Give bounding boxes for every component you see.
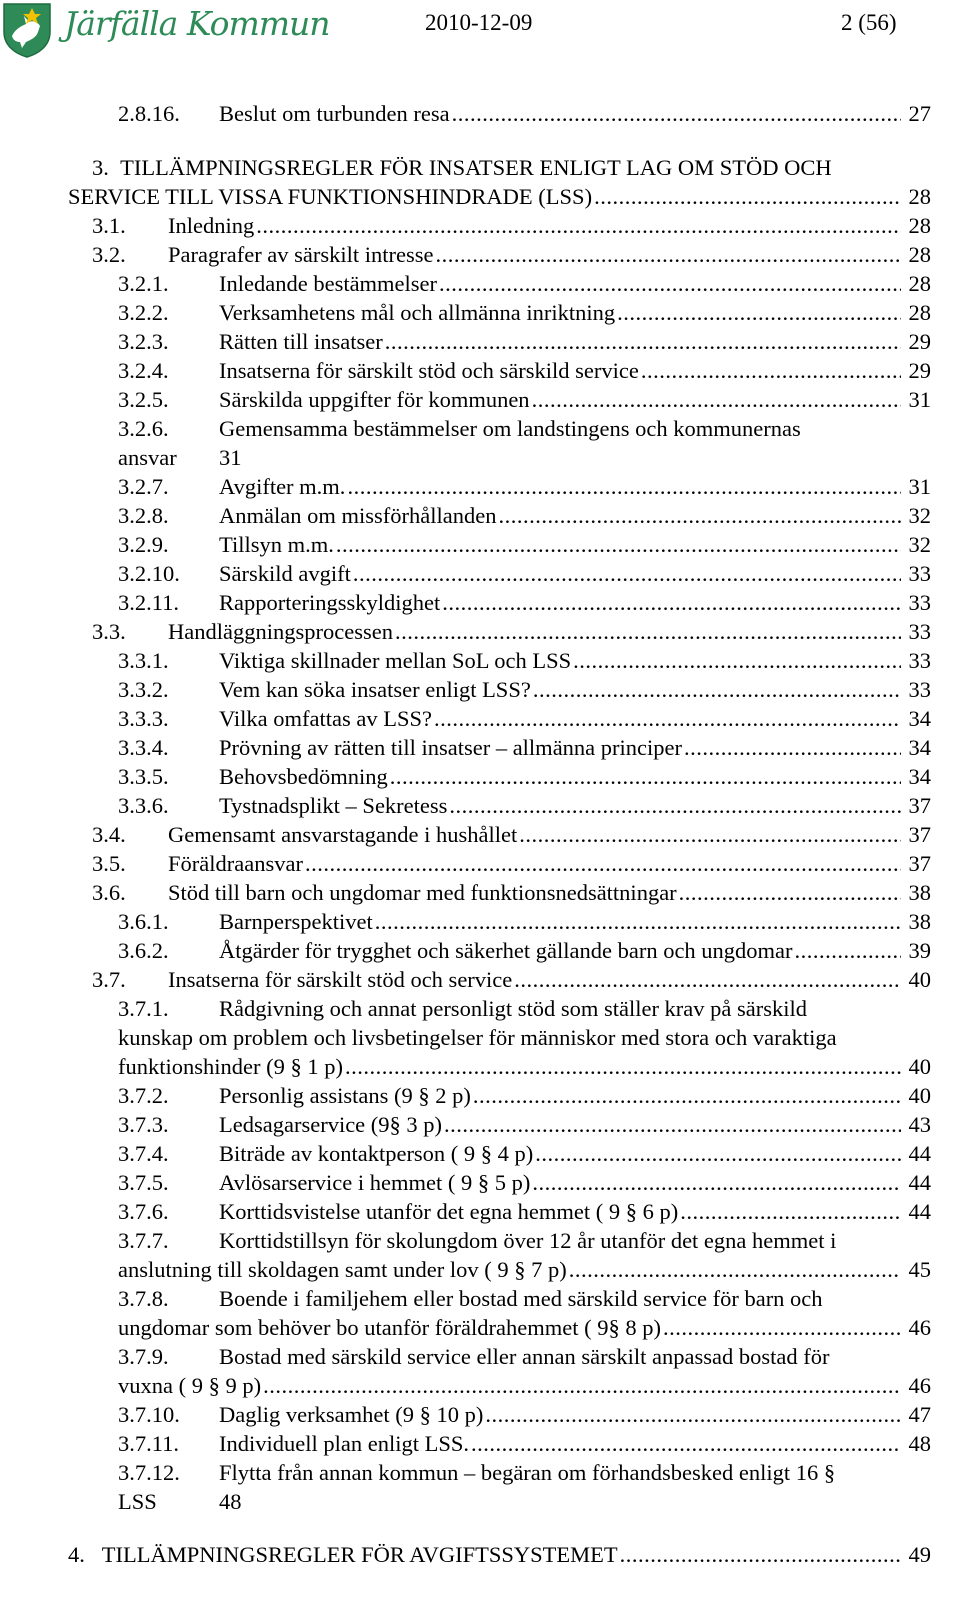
dot-leader <box>679 879 901 907</box>
toc-number: 3.5. <box>92 851 126 876</box>
toc-line <box>0 966 960 994</box>
toc-line <box>0 1082 960 1110</box>
toc-number: 3.7.4. <box>118 1141 169 1166</box>
toc-page-number: 28 <box>908 213 931 238</box>
toc-page-number: 44 <box>908 1170 931 1195</box>
toc-line <box>0 850 960 878</box>
toc-number: 3.7.3. <box>118 1112 169 1137</box>
toc-number: 3.2.2. <box>118 300 169 325</box>
toc-number: 3.2.3. <box>118 329 169 354</box>
toc-title-with-leader <box>168 850 901 878</box>
toc-line <box>0 1198 960 1226</box>
toc-page-number: 28 <box>908 300 931 325</box>
toc-line <box>0 589 960 617</box>
toc-number: 3.3.6. <box>118 793 169 818</box>
toc-title: 4. TILLÄMPNINGSREGLER FÖR AVGIFTSSYSTEMET <box>68 1542 618 1567</box>
toc-line <box>0 937 960 965</box>
dot-leader <box>395 618 901 646</box>
toc-line <box>0 386 960 414</box>
toc-title: Handläggningsprocessen <box>168 619 393 644</box>
toc-number: 3.7.8. <box>118 1286 169 1311</box>
toc-line <box>0 1372 960 1400</box>
toc-title-with-leader <box>219 937 901 965</box>
toc-line <box>0 705 960 733</box>
toc-title: Särskild avgift <box>219 561 351 586</box>
toc-line <box>0 1430 960 1458</box>
toc-line <box>0 1140 960 1168</box>
toc-title: Viktiga skillnader mellan SoL och LSS <box>219 648 572 673</box>
toc-page-number: 37 <box>908 822 931 847</box>
toc-number: 3.6.1. <box>118 909 169 934</box>
dot-leader <box>532 386 901 414</box>
toc-title: Stöd till barn och ungdomar med funktionsnedsättningar <box>168 880 677 905</box>
toc-title-with-leader <box>168 821 901 849</box>
toc-number: 3.2.1. <box>118 271 169 296</box>
toc-line <box>0 444 960 472</box>
dot-leader <box>535 1140 901 1168</box>
toc-title: Biträde av kontaktperson ( 9 § 4 p) <box>219 1141 534 1166</box>
toc-page-number: 29 <box>908 358 931 383</box>
dot-leader <box>452 100 901 128</box>
toc-title: ungdomar som behöver bo utanför föräldrahemmet ( 9§ 8 p) <box>118 1315 661 1340</box>
toc-line <box>0 734 960 762</box>
toc-title: Anmälan om missförhållanden <box>219 503 497 528</box>
dot-leader <box>519 821 901 849</box>
toc-line <box>0 154 960 182</box>
toc-line <box>0 1459 960 1487</box>
dot-leader <box>256 212 901 240</box>
toc-title: Prövning av rätten till insatser – allmänna principer <box>219 735 682 760</box>
toc-title: Rådgivning och annat personligt stöd som ställer krav på särskild <box>219 996 808 1021</box>
toc-title-with-leader <box>219 531 901 559</box>
toc-page-number: 47 <box>908 1402 931 1427</box>
toc-title: Korttidstillsyn för skolungdom över 12 år utanför det egna hemmet i <box>219 1228 837 1253</box>
toc-number: 3.7.5. <box>118 1170 169 1195</box>
toc-title: Verksamhetens mål och allmänna inriktning <box>219 300 616 325</box>
toc-title-with-leader <box>219 328 901 356</box>
toc-page-number: 40 <box>908 1083 931 1108</box>
dot-leader <box>444 1111 901 1139</box>
toc-title-with-leader <box>219 1401 901 1429</box>
toc-line <box>0 908 960 936</box>
toc-title: Daglig verksamhet (9 § 10 p) <box>219 1402 484 1427</box>
dot-leader <box>347 473 901 501</box>
toc-title: Boende i familjehem eller bostad med särskild service för barn och <box>219 1286 823 1311</box>
dot-leader <box>532 1169 901 1197</box>
toc-line <box>0 502 960 530</box>
dot-leader <box>345 1053 901 1081</box>
toc-line <box>0 531 960 559</box>
dot-leader <box>569 1256 901 1284</box>
header-page-number: 2 (56) <box>841 10 897 35</box>
toc-number: 3.7.1. <box>118 996 169 1021</box>
toc-line <box>0 1343 960 1371</box>
toc-title: Vilka omfattas av LSS? <box>219 706 432 731</box>
dot-leader <box>617 299 901 327</box>
dot-leader <box>473 1082 901 1110</box>
dot-leader <box>594 183 901 211</box>
dot-leader <box>680 1198 901 1226</box>
toc-title-with-leader <box>168 241 901 269</box>
toc-page-number: 40 <box>908 1054 931 1079</box>
dot-leader <box>620 1541 901 1569</box>
toc-line <box>0 676 960 704</box>
toc-line <box>0 1285 960 1313</box>
toc-line <box>0 995 960 1023</box>
toc-line <box>0 879 960 907</box>
toc-number: 3.7. <box>92 967 126 992</box>
toc-number: 3.7.10. <box>118 1402 180 1427</box>
toc-title-with-leader <box>219 502 901 530</box>
toc-line <box>0 647 960 675</box>
toc-number: 3.2.10. <box>118 561 180 586</box>
logo-wordmark: Järfälla Kommun <box>64 4 330 43</box>
toc-title-with-leader <box>168 618 901 646</box>
toc-number: 3.7.2. <box>118 1083 169 1108</box>
dot-leader <box>353 560 901 588</box>
toc-number: 3.2.8. <box>118 503 169 528</box>
toc-title-with-leader <box>219 473 901 501</box>
toc-line <box>0 473 960 501</box>
toc-title: Särskilda uppgifter för kommunen <box>219 387 530 412</box>
toc-title: Individuell plan enligt LSS. <box>219 1431 469 1456</box>
toc-title-with-leader <box>219 1430 901 1458</box>
toc-number: 3.2.7. <box>118 474 169 499</box>
toc-number: 3.3.2. <box>118 677 169 702</box>
toc-title-with-leader <box>219 1111 901 1139</box>
dot-leader <box>471 1430 901 1458</box>
dot-leader <box>641 357 901 385</box>
toc-title: Rätten till insatser <box>219 329 383 354</box>
toc-title: Barnperspektivet <box>219 909 373 934</box>
toc-title-with-leader <box>219 1140 901 1168</box>
toc-title-with-leader <box>219 357 901 385</box>
dot-leader <box>436 241 901 269</box>
toc-page-number: 34 <box>908 735 931 760</box>
toc-line <box>0 328 960 356</box>
toc-number: 3.1. <box>92 213 126 238</box>
toc-title: Rapporteringsskyldighet <box>219 590 441 615</box>
toc-page-number: 31 <box>908 474 931 499</box>
toc-line <box>0 299 960 327</box>
toc-page-number: 44 <box>908 1141 931 1166</box>
toc-page-number: 37 <box>908 851 931 876</box>
toc-title-continued: kunskap om problem och livsbetingelser för människor med stora och varaktiga <box>118 1025 837 1050</box>
toc-page-number: 48 <box>908 1431 931 1456</box>
dot-leader <box>375 908 901 936</box>
dot-leader <box>336 531 901 559</box>
toc-title: funktionshinder (9 § 1 p) <box>118 1054 343 1079</box>
dot-leader <box>795 937 901 965</box>
toc-title: Flytta från annan kommun – begäran om förhandsbesked enligt 16 § <box>219 1460 836 1485</box>
toc-title-with-leader <box>118 1372 901 1400</box>
toc-page-number: 32 <box>908 532 931 557</box>
toc-number: 3.6.2. <box>118 938 169 963</box>
toc-page-number: 28 <box>908 271 931 296</box>
toc-page-number: 48 <box>219 1489 242 1514</box>
toc-title: Inledning <box>168 213 255 238</box>
toc-line <box>0 1541 960 1569</box>
toc-line <box>0 1314 960 1342</box>
toc-number: 3.7.9. <box>118 1344 169 1369</box>
dot-leader <box>385 328 901 356</box>
toc-number: 3.3.4. <box>118 735 169 760</box>
toc-number: 3.3.1. <box>118 648 169 673</box>
toc-title: Åtgärder för trygghet och säkerhet gällande barn och ungdomar <box>219 938 793 963</box>
toc-line <box>0 821 960 849</box>
toc-line <box>0 1024 960 1052</box>
toc-page-number: 34 <box>908 764 931 789</box>
toc-title-with-leader <box>219 589 901 617</box>
toc-title-with-leader <box>219 1198 901 1226</box>
toc-title-with-leader <box>219 763 901 791</box>
toc-page-number: 34 <box>908 706 931 731</box>
dot-leader <box>485 1401 901 1429</box>
toc-line <box>0 100 960 128</box>
toc-title-with-leader <box>219 676 901 704</box>
toc-title-with-leader <box>219 792 901 820</box>
toc-title-with-leader <box>118 1314 901 1342</box>
toc-title: anslutning till skoldagen samt under lov ( 9 § 7 p) <box>118 1257 567 1282</box>
toc-title: Tystnadsplikt – Sekretess <box>219 793 448 818</box>
toc-number: 3.4. <box>92 822 126 847</box>
toc-page-number: 29 <box>908 329 931 354</box>
toc-line <box>0 357 960 385</box>
toc-number: 3.3.3. <box>118 706 169 731</box>
toc-line <box>0 183 960 211</box>
toc-title: Föräldraansvar <box>168 851 303 876</box>
toc-page-number: 33 <box>908 648 931 673</box>
toc-title: SERVICE TILL VISSA FUNKTIONSHINDRADE (LSS) <box>68 184 593 209</box>
toc-line <box>0 1256 960 1284</box>
toc-title-with-leader <box>168 966 901 994</box>
toc-title: Gemensamma bestämmelser om landstingens och kommunernas <box>219 416 801 441</box>
toc-title-with-leader <box>219 1082 901 1110</box>
toc-title: Personlig assistans (9 § 2 p) <box>219 1083 471 1108</box>
toc-number: 3.6. <box>92 880 126 905</box>
toc-number: 3.2.9. <box>118 532 169 557</box>
toc-number: 3.2.4. <box>118 358 169 383</box>
toc-title-with-leader <box>168 212 901 240</box>
dot-leader <box>390 763 901 791</box>
dot-leader <box>663 1314 901 1342</box>
toc-line <box>0 212 960 240</box>
dot-leader <box>573 647 901 675</box>
toc-page-number: 44 <box>908 1199 931 1224</box>
toc-number: 3.2.6. <box>118 416 169 441</box>
toc-page-number: 33 <box>908 619 931 644</box>
toc-number: 2.8.16. <box>118 101 180 126</box>
toc-title: Korttidsvistelse utanför det egna hemmet ( 9 § 6 p) <box>219 1199 679 1224</box>
toc-title: Behovsbedömning <box>219 764 388 789</box>
toc-page-number: 31 <box>219 445 242 470</box>
toc-page-number: 27 <box>908 101 931 126</box>
toc-line <box>0 1169 960 1197</box>
toc-page-number: 33 <box>908 561 931 586</box>
toc-page-number: 33 <box>908 590 931 615</box>
toc-title: Vem kan söka insatser enligt LSS? <box>219 677 531 702</box>
toc-title-with-leader <box>219 734 901 762</box>
dot-leader <box>434 705 901 733</box>
toc-title: Ledsagarservice (9§ 3 p) <box>219 1112 443 1137</box>
toc-title: Insatserna för särskilt stöd och särskild service <box>219 358 639 383</box>
toc-title-with-leader <box>68 1541 901 1569</box>
toc-title-with-leader <box>219 705 901 733</box>
toc-line <box>0 560 960 588</box>
toc-line <box>0 1227 960 1255</box>
dot-leader <box>514 966 901 994</box>
toc-page-number: 28 <box>908 184 931 209</box>
toc-page-number: 38 <box>908 909 931 934</box>
toc-number: 3.7.7. <box>118 1228 169 1253</box>
toc-title: Gemensamt ansvarstagande i hushållet <box>168 822 518 847</box>
toc-title: Beslut om turbunden resa <box>219 101 450 126</box>
toc-line <box>0 618 960 646</box>
toc-page-number: 46 <box>908 1373 931 1398</box>
toc-line <box>0 241 960 269</box>
toc-title-with-leader <box>68 183 901 211</box>
toc-number: 3.3. <box>92 619 126 644</box>
toc-line <box>0 1401 960 1429</box>
toc-line <box>0 763 960 791</box>
toc-line <box>0 1488 960 1516</box>
toc-heading: 3. TILLÄMPNINGSREGLER FÖR INSATSER ENLIGT LAG OM STÖD OCH <box>92 155 832 180</box>
toc-page-number: 32 <box>908 503 931 528</box>
toc-page-number: 31 <box>908 387 931 412</box>
toc-title-with-leader <box>219 1169 901 1197</box>
dot-leader <box>263 1372 901 1400</box>
toc-line <box>0 792 960 820</box>
toc-title-with-leader <box>219 270 901 298</box>
toc-title: Bostad med särskild service eller annan särskilt anpassad bostad för <box>219 1344 830 1369</box>
toc-number: 3.2. <box>92 242 126 267</box>
toc-title-with-leader <box>118 1053 901 1081</box>
toc-title-with-leader <box>118 1256 901 1284</box>
toc-page-number: 37 <box>908 793 931 818</box>
page-header <box>0 0 960 62</box>
toc-page-number: 46 <box>908 1315 931 1340</box>
dot-leader <box>533 676 901 704</box>
toc-page-number: 38 <box>908 880 931 905</box>
toc-title-continued: LSS <box>118 1489 157 1514</box>
toc-title-with-leader <box>219 908 901 936</box>
toc-line <box>0 415 960 443</box>
toc-title: Insatserna för särskilt stöd och service <box>168 967 513 992</box>
dot-leader <box>684 734 901 762</box>
toc-title-continued: ansvar <box>118 445 177 470</box>
toc-line <box>0 1111 960 1139</box>
toc-page-number: 40 <box>908 967 931 992</box>
toc-title-with-leader <box>168 879 901 907</box>
toc-page-number: 45 <box>908 1257 931 1282</box>
toc-page-number: 49 <box>908 1542 931 1567</box>
toc-title: Tillsyn m.m. <box>219 532 334 557</box>
toc-line <box>0 1053 960 1081</box>
toc-number: 3.2.11. <box>118 590 180 615</box>
toc-number: 3.7.6. <box>118 1199 169 1224</box>
toc-title: Inledande bestämmelser <box>219 271 438 296</box>
toc-page-number: 28 <box>908 242 931 267</box>
toc-title: vuxna ( 9 § 9 p) <box>118 1373 262 1398</box>
toc-title: Avlösarservice i hemmet ( 9 § 5 p) <box>219 1170 531 1195</box>
toc-page-number: 43 <box>908 1112 931 1137</box>
dot-leader <box>498 502 901 530</box>
toc-page-number: 33 <box>908 677 931 702</box>
toc-number: 3.7.11. <box>118 1431 180 1456</box>
dot-leader <box>305 850 901 878</box>
dot-leader <box>442 589 901 617</box>
toc-title: Paragrafer av särskilt intresse <box>168 242 434 267</box>
toc-number: 3.7.12. <box>118 1460 180 1485</box>
toc-title-with-leader <box>219 386 901 414</box>
header-date: 2010-12-09 <box>425 10 533 35</box>
toc-line <box>0 270 960 298</box>
toc-title-with-leader <box>219 647 901 675</box>
dot-leader <box>439 270 901 298</box>
dot-leader <box>449 792 901 820</box>
coat-of-arms-logo <box>2 2 52 58</box>
toc-title: Avgifter m.m. <box>219 474 346 499</box>
toc-number: 3.2.5. <box>118 387 169 412</box>
toc-title-with-leader <box>219 100 901 128</box>
toc-title-with-leader <box>219 560 901 588</box>
toc-title-with-leader <box>219 299 901 327</box>
toc-number: 3.3.5. <box>118 764 169 789</box>
toc-page-number: 39 <box>908 938 931 963</box>
